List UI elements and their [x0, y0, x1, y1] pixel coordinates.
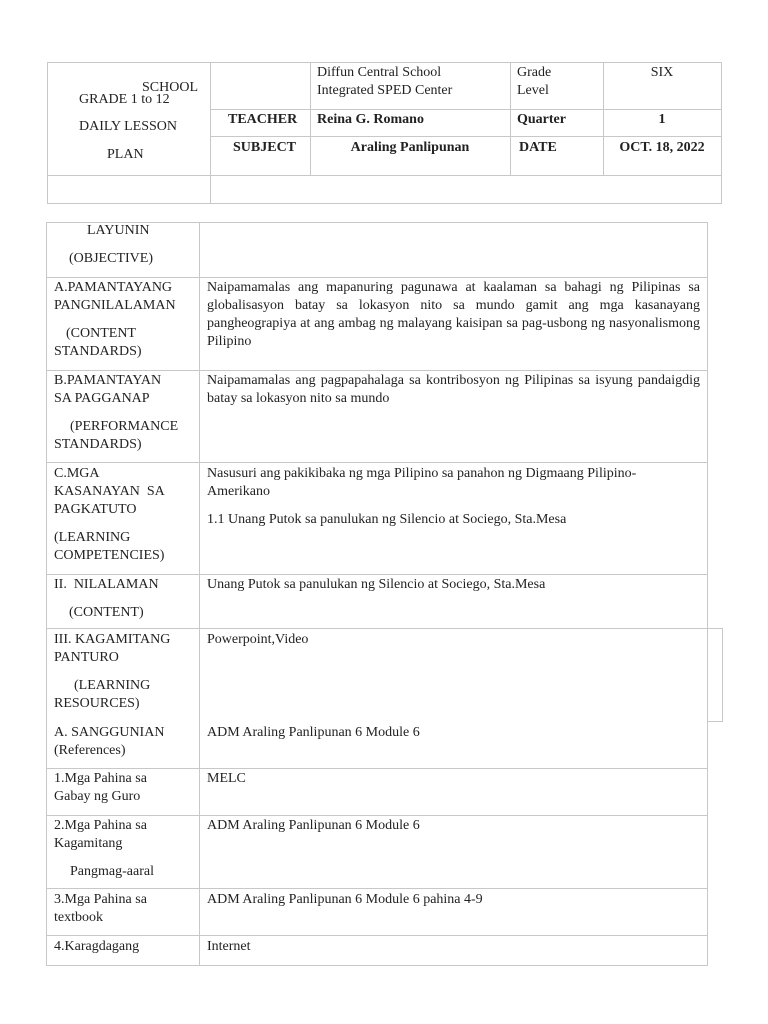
school-name-line2: Integrated SPED Center: [317, 83, 453, 98]
content-standards-label-line3: (CONTENT: [66, 326, 136, 341]
content-standards-label-line2: PANGNILALAMAN: [54, 298, 176, 313]
competencies-value-line3: 1.1 Unang Putok sa panulukan ng Silencio at Sociego, Sta.Mesa: [207, 512, 567, 527]
resources-label-line4: RESOURCES): [54, 696, 140, 711]
subject-label: SUBJECT: [233, 140, 297, 155]
references-value: ADM Araling Panlipunan 6 Module 6: [207, 725, 420, 740]
dlp-title-line1: DAILY LESSON: [79, 119, 178, 134]
resources-label-line2: PANTURO: [54, 650, 119, 665]
competencies-label-line5: COMPETENCIES): [54, 548, 165, 563]
performance-standards-value: Naipamamalas ang pagpapahalaga sa kontribosyon ng Pilipinas sa isyung pandaigdig batay sa lokasyon nito sa mundo: [207, 373, 700, 406]
teacher-guide-label-line2: Gabay ng Guro: [54, 789, 141, 804]
resources-value: Powerpoint,Video: [207, 632, 309, 647]
grade-level-label-line1: Grade: [517, 65, 552, 80]
competencies-label-line3: PAGKATUTO: [54, 502, 137, 517]
date-label: DATE: [519, 140, 557, 155]
content-standards-value: Naipamamalas ang mapanuring pagunawa at kaalaman sa bahagi ng Pilipinas sa globalisasyon batay sa lokasyon nito sa mundo gamit ang mga kasanayang pangheograpiya at ang ambag ng malayang kaisipan sa pag-usbong ng nasyonalismong Pilipino: [207, 280, 700, 349]
competencies-label-line4: (LEARNING: [54, 530, 131, 545]
performance-standards-label-line1: B.PAMANTAYAN: [54, 373, 162, 388]
quarter-label: Quarter: [517, 112, 566, 127]
grade-level-value: SIX: [650, 65, 674, 80]
learner-materials-value: ADM Araling Panlipunan 6 Module 6: [207, 818, 420, 833]
competencies-value-line2: Amerikano: [207, 484, 270, 499]
teacher-guide-value: MELC: [207, 771, 246, 786]
competencies-value-line1: Nasusuri ang pakikibaka ng mga Pilipino sa panahon ng Digmaang Pilipino-: [207, 466, 637, 481]
date-value: OCT. 18, 2022: [619, 140, 705, 155]
competencies-label-line1: C.MGA: [54, 466, 100, 481]
teacher-guide-label-line1: 1.Mga Pahina sa: [54, 771, 147, 786]
objective-label-line2: (OBJECTIVE): [69, 251, 153, 266]
textbook-label-line1: 3.Mga Pahina sa: [54, 892, 147, 907]
performance-standards-label-line3: (PERFORMANCE: [70, 419, 179, 434]
references-label-line1: A. SANGGUNIAN: [54, 725, 165, 740]
learner-materials-label-line2: Kagamitang: [54, 836, 123, 851]
school-name-line1: Diffun Central School: [317, 65, 442, 80]
learner-materials-label-line3: Pangmag-aaral: [70, 864, 154, 879]
additional-value: Internet: [207, 939, 251, 954]
content-label-line1: II. NILALAMAN: [54, 577, 159, 592]
resources-label-line1: III. KAGAMITANG: [54, 632, 171, 647]
grade-level-label-line2: Level: [517, 83, 549, 98]
additional-label-line1: 4.Karagdagang: [54, 939, 140, 954]
content-standards-label-line1: A.PAMANTAYANG: [54, 280, 173, 295]
quarter-value: 1: [658, 112, 666, 127]
content-standards-label-line4: STANDARDS): [54, 344, 142, 359]
references-label-line2: (References): [54, 743, 126, 758]
school-label: SCHOOL: [142, 80, 199, 95]
dlp-title-line2: PLAN: [107, 147, 144, 162]
competencies-label-line2: KASANAYAN SA: [54, 484, 165, 499]
teacher-value: Reina G. Romano: [317, 112, 424, 127]
content-value: Unang Putok sa panulukan ng Silencio at Sociego, Sta.Mesa: [207, 577, 546, 592]
resources-label-line3: (LEARNING: [74, 678, 151, 693]
teacher-label: TEACHER: [228, 112, 298, 127]
objective-label-line1: LAYUNIN: [87, 223, 150, 238]
textbook-value: ADM Araling Panlipunan 6 Module 6 pahina 4-9: [207, 892, 483, 907]
performance-standards-label-line2: SA PAGGANAP: [54, 391, 150, 406]
content-label-line2: (CONTENT): [69, 605, 144, 620]
learner-materials-label-line1: 2.Mga Pahina sa: [54, 818, 147, 833]
textbook-label-line2: textbook: [54, 910, 103, 925]
performance-standards-label-line4: STANDARDS): [54, 437, 142, 452]
grade-range-label: GRADE 1 to 12: [79, 92, 170, 107]
subject-value: Araling Panlipunan: [350, 140, 470, 155]
